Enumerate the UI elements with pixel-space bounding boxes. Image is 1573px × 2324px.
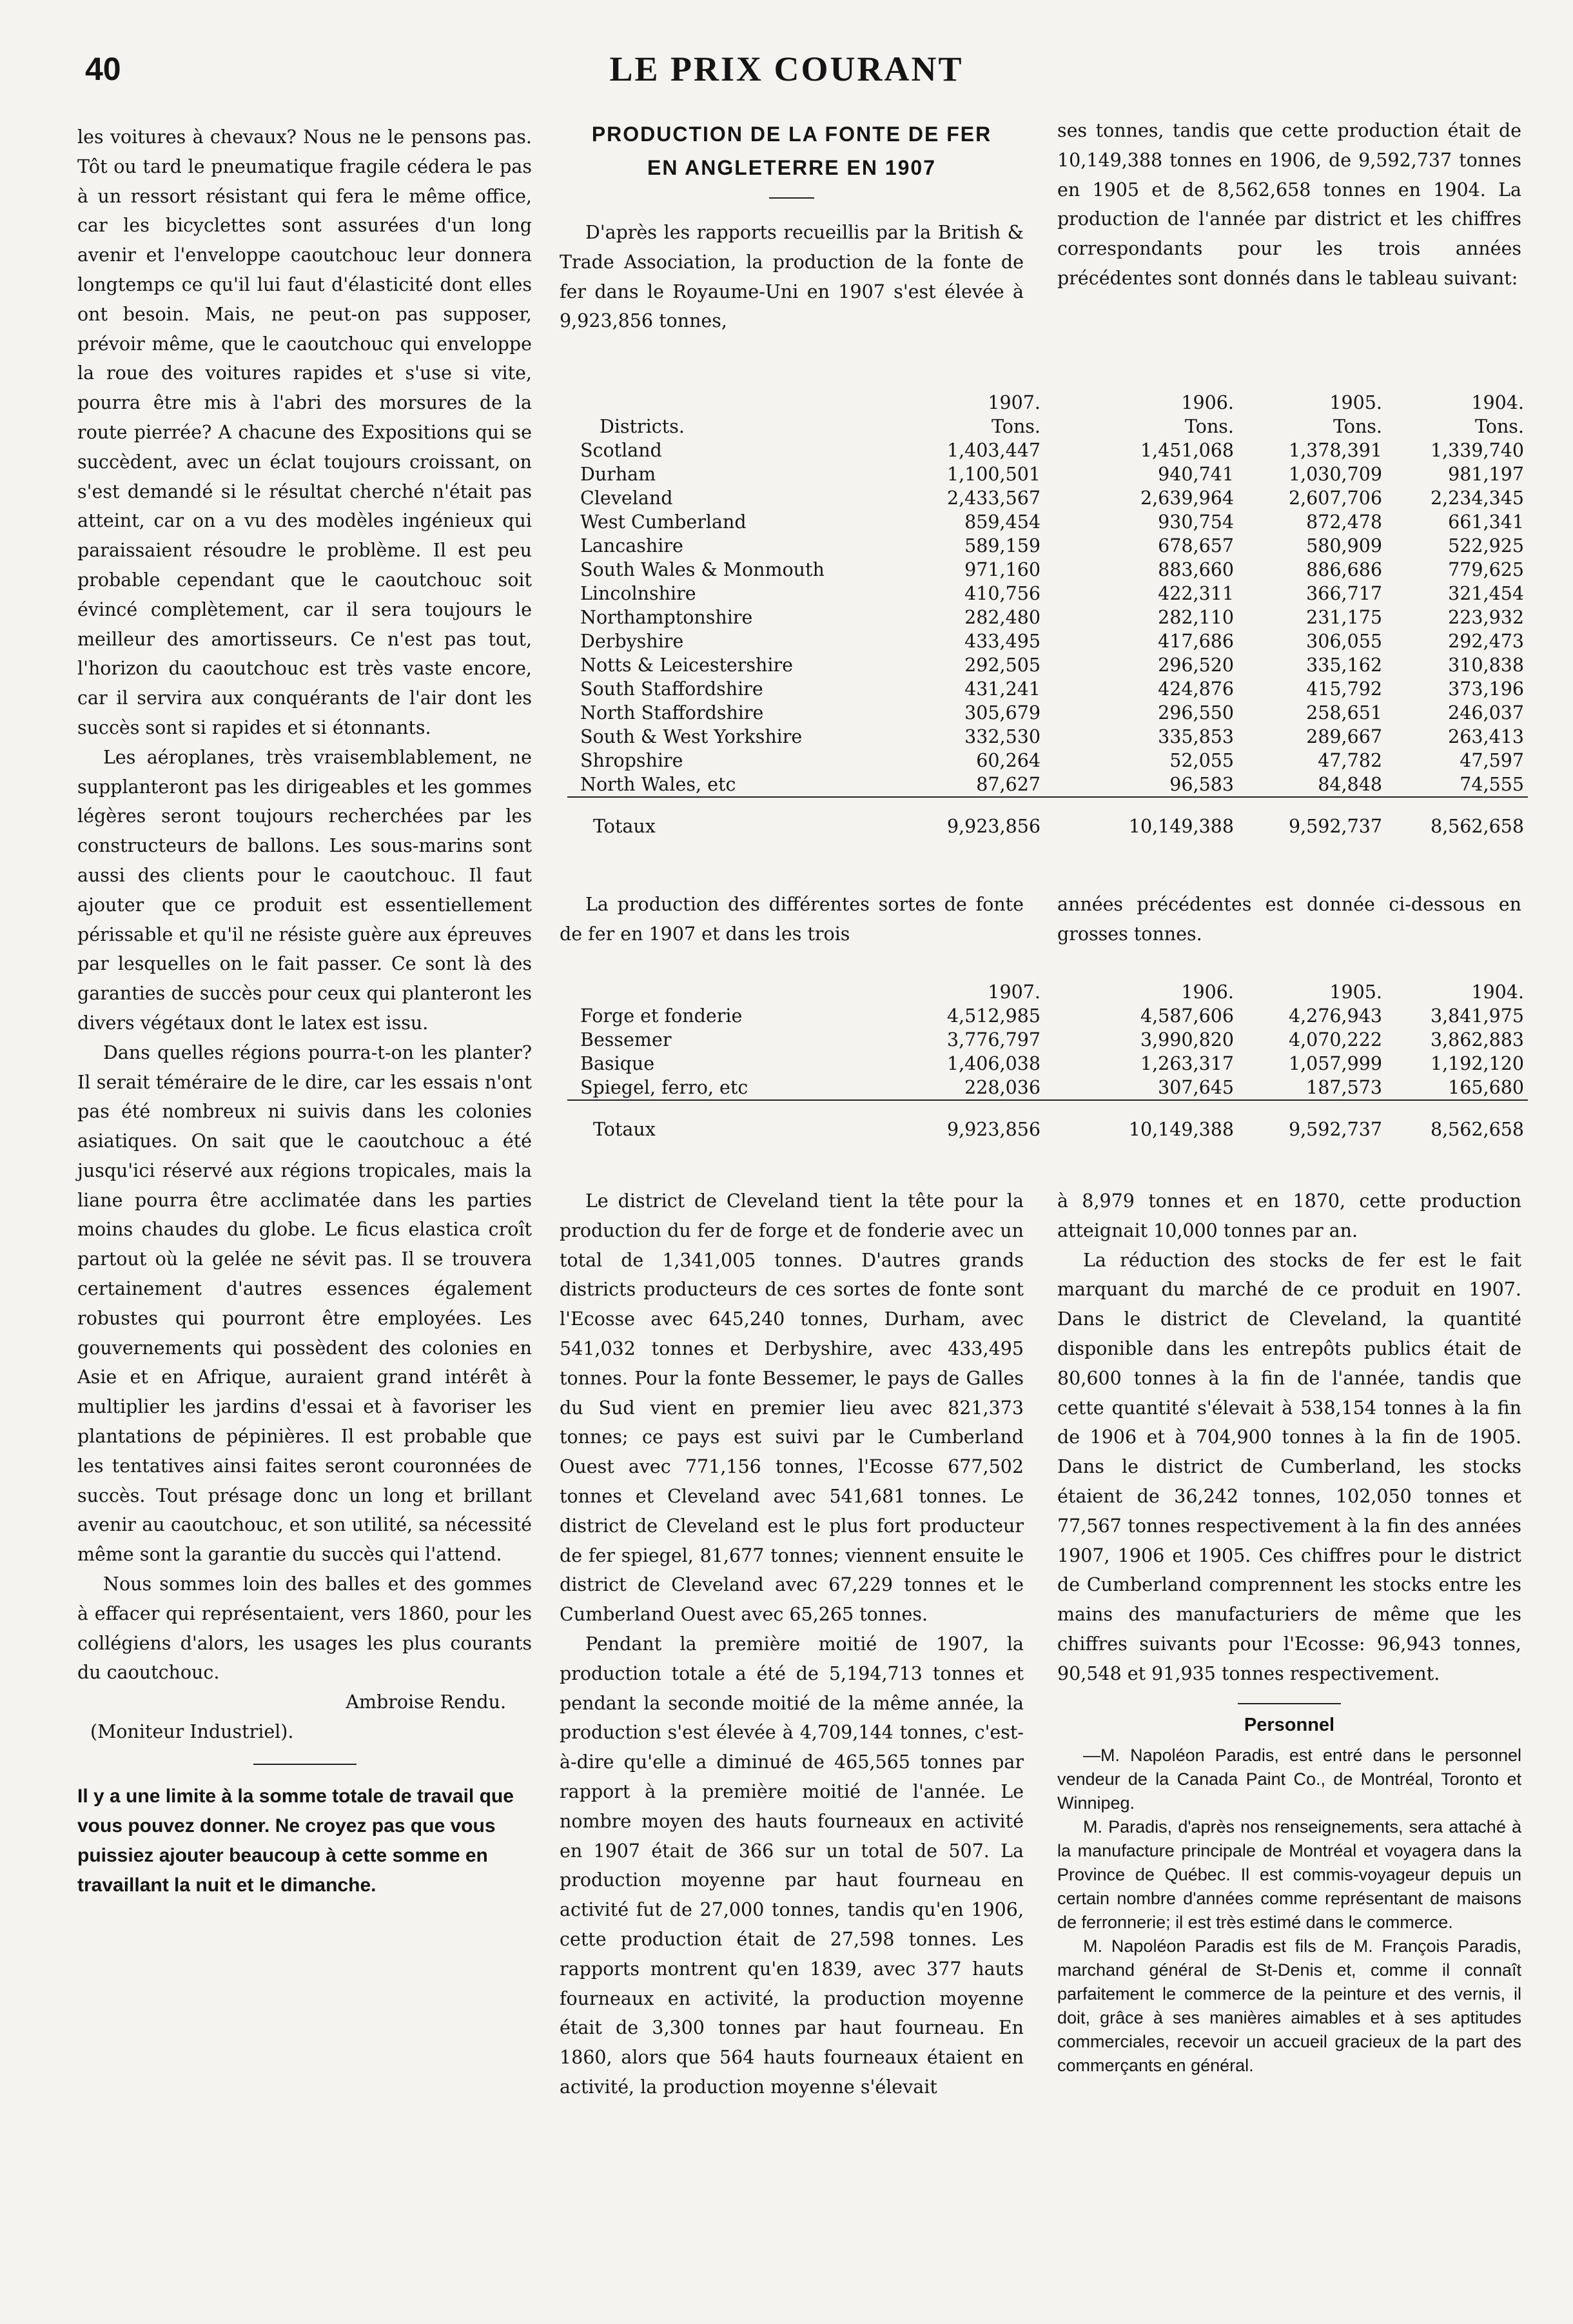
table-cell: 305,679 (964, 702, 1041, 724)
table-cell: 522,925 (1448, 535, 1524, 556)
table-cell: 228,036 (964, 1077, 1041, 1098)
divider (253, 1764, 357, 1765)
table-row (567, 606, 1528, 629)
table-cell: 1,030,709 (1288, 464, 1382, 485)
table-cell: 1,263,317 (1140, 1053, 1234, 1074)
row-label: Forge et fonderie (580, 1005, 743, 1027)
mid-paragraph: La production des différentes sortes de fonte de fer en 1907 et dans les trois (560, 894, 1024, 945)
table-cell: 433,495 (964, 631, 1041, 652)
year-header: 1904. (1471, 392, 1524, 413)
total-label: Totaux (567, 797, 915, 838)
table-cell: 289,667 (1306, 726, 1382, 747)
table-cell: 2,234,345 (1430, 487, 1524, 509)
table-row (567, 438, 1528, 462)
table-cell: 422,311 (1158, 583, 1234, 604)
table-row (567, 749, 1528, 773)
personnel-heading: Personnel (1244, 1714, 1335, 1735)
table-row (567, 462, 1528, 486)
row-label: Bessemer (580, 1029, 672, 1050)
table-cell: 366,717 (1306, 583, 1382, 604)
table-cell: 1,451,068 (1140, 440, 1234, 461)
table-cell: 3,776,797 (946, 1029, 1041, 1050)
article-body-paragraph: Le district de Cleveland tient la tête pour la production du fer de forge et de fonderie avec un total de 1,341,005 tonnes. D'autres grands districts producteurs de ces sortes de fonte sont l'Ecosse avec 645,240 tonnes, Durham, avec 541,032 tonnes et Derbyshire, avec 433,495 tonnes. Pour la fonte Bessemer, le pays de Galles du Sud vient en premier lieu avec 821,373 tonnes; ce pays est suivi par le Cumberland Ouest avec 771,156 tonnes, l'Ecosse 677,502 tonnes et Cleveland avec 541,681 tonnes. Le district de Cleveland est le plus fort producteur de fer spiegel, 81,677 tonnes; viennent ensuite le district de Cleveland avec 67,229 tonnes et le Cumberland Ouest avec 65,265 tonnes. (560, 1190, 1024, 1626)
table-row (567, 534, 1528, 558)
total-cell: 9,592,737 (1238, 1100, 1386, 1141)
personnel-paragraph: M. Paradis, d'après nos renseignements, sera attaché à la manufacture principale de Montréal et voyagera dans la Province de Québec. Il est commis-voyageur depuis un certain nombre d'années comme représentant de maisons de ferronnerie; il est très estimé dans le commerce. (1057, 1817, 1521, 1933)
table-cell: 2,433,567 (946, 487, 1041, 509)
rubber-article-paragraph: Les aéroplanes, très vraisemblablement, ne supplanteront pas les dirigeables et les gommes légères seront toujours recherchées par les constructeurs de ballons. Les sous-marins sont aussi des clients pour le caoutchouc. Il faut ajouter que ce produit est essentiellement périssable et qu'il ne résiste guère aux épreuves par lesquelles on le fait passer. Ce sont là des garanties de succès pour ceux qui planteront les divers végétaux dont le latex est issu. (77, 746, 532, 1034)
article-source: (Moniteur Industriel). (90, 1721, 294, 1743)
table-cell: 47,782 (1318, 750, 1382, 771)
table-cell: 779,625 (1448, 559, 1524, 580)
row-label: Lincolnshire (580, 583, 696, 604)
table-cell: 263,413 (1448, 726, 1524, 747)
closing-note: Il y a une limite à la somme totale de travail que vous pouvez donner. Ne croyez pas que vous puissiez ajouter beaucoup à cette somme en travaillant la nuit et le dimanche. (77, 1785, 514, 1896)
table-cell: 661,341 (1448, 511, 1524, 533)
unit-header: Tons. (1333, 416, 1382, 437)
row-label: Northamptonshire (580, 607, 753, 628)
table-row (567, 629, 1528, 653)
table-cell: 1,378,391 (1288, 440, 1382, 461)
table-cell: 886,686 (1306, 559, 1382, 580)
table-cell: 2,607,706 (1288, 487, 1382, 509)
table-row (567, 558, 1528, 582)
year-header: 1906. (1181, 981, 1234, 1003)
table-cell: 981,197 (1448, 464, 1524, 485)
table-cell: 96,583 (1169, 774, 1234, 795)
article-body-paragraph: Pendant la première moitié de 1907, la production totale a été de 5,194,713 tonnes et pendant la seconde moitié de la même année, la production s'est élevée à 4,709,144 tonnes, c'est-à-dire qu'elle a diminué de 465,565 tonnes par rapport à la première moitié de l'année. Le nombre moyen des hauts fourneaux en activité en 1907 était de 366 sur un total de 507. La production moyenne par haut fourneau en activité fut de 27,000 tonnes, tandis qu'en 1906, cette production était de 27,598 tonnes. Les rapports montrent qu'en 1839, avec 377 hauts fourneaux en activité, la production moyenne était de 3,300 tonnes par haut fourneau. En 1860, alors que 564 hauts fourneaux étaient en activité, la production moyenne s'élevait (560, 1633, 1024, 2098)
unit-header: Tons. (1185, 416, 1234, 437)
table-row (567, 486, 1528, 510)
table-cell: 292,473 (1448, 631, 1524, 652)
table-cell: 971,160 (964, 559, 1041, 580)
row-label: South Wales & Monmouth (580, 559, 825, 580)
table-cell: 415,792 (1306, 678, 1382, 700)
row-label: Notts & Leicestershire (580, 655, 794, 676)
table-row (567, 773, 1528, 797)
row-label: Lancashire (580, 535, 683, 556)
table-cell: 3,862,883 (1430, 1029, 1524, 1050)
table-row (567, 1028, 1528, 1052)
row-label: South & West Yorkshire (580, 726, 803, 747)
table-cell: 424,876 (1158, 678, 1234, 700)
table-cell: 431,241 (964, 678, 1041, 700)
table-cell: 187,573 (1306, 1077, 1382, 1098)
table-cell: 60,264 (976, 750, 1041, 771)
table-row (567, 1004, 1528, 1028)
district-header: Districts. (600, 416, 685, 437)
table-cell: 1,100,501 (946, 464, 1041, 485)
total-cell: 9,923,856 (915, 1100, 1044, 1141)
year-header: 1907. (988, 392, 1041, 413)
table-cell: 883,660 (1158, 559, 1234, 580)
table-row (567, 701, 1528, 725)
table-cell: 165,680 (1448, 1077, 1524, 1098)
mid-paragraph-col2 (560, 890, 1024, 949)
table-row (567, 653, 1528, 677)
row-label: Durham (580, 464, 656, 485)
year-header: 1907. (988, 981, 1041, 1003)
table-cell: 282,480 (964, 607, 1041, 628)
production-by-district-table (567, 391, 1528, 838)
table-cell: 47,597 (1460, 750, 1524, 771)
article-intro-continued: ses tonnes, tandis que cette production était de 10,149,388 tonnes en 1906, de 9,592,737 tonnes en 1905 et de 8,562,658 tonnes en 1904. La production de l'année par district et les chiffres correspondants pour les trois années précédentes sont donnés dans le tableau suivant: (1057, 120, 1521, 289)
table-cell: 296,520 (1158, 655, 1234, 676)
table-cell: 1,339,740 (1430, 440, 1524, 461)
left-column (77, 123, 532, 1900)
table-cell: 335,853 (1158, 726, 1234, 747)
row-label: Derbyshire (580, 631, 684, 652)
row-label: North Staffordshire (580, 702, 764, 724)
table-cell: 310,838 (1448, 655, 1524, 676)
table-cell: 335,162 (1306, 655, 1382, 676)
total-cell: 8,562,658 (1386, 1100, 1528, 1141)
right-column-bottom (1057, 1187, 1521, 2078)
total-cell: 9,923,856 (915, 797, 1044, 838)
rubber-article-paragraph: les voitures à chevaux? Nous ne le pensons pas. Tôt ou tard le pneumatique fragile cédera le pas à un ressort résistant qui fera le même office, car les bicyclettes sont assurées d'un long avenir et l'enveloppe caoutchouc leur donnera longtemps ce qu'il lui faut d'élasticité dont elles ont besoin. Mais, ne peut-on pas supposer, prévoir même, que le caoutchouc qui enveloppe la roue des voitures rapides et s'use si vite, pourra être mis à l'abri des morsures de la route pierrée? A chacune des Expositions qui se succèdent, avec un éclat toujours croissant, on s'est demandé si le résultat cherché n'était pas atteint, car on a vu des modèles ingénieux qui paraissaient résoudre le problème. Il est peu probable cependant que le caoutchouc soit évincé complètement, car il sera toujours le meilleur des amortisseurs. Ce n'est pas tout, l'horizon du caoutchouc est très vaste encore, car il servira aux conquérants de l'air dont les succès sont si rapides et si étonnants. (77, 126, 532, 738)
table-cell: 321,454 (1448, 583, 1524, 604)
row-label: Shropshire (580, 750, 683, 771)
personnel-section (1057, 1744, 1521, 2078)
table-cell: 417,686 (1158, 631, 1234, 652)
table-cell: 373,196 (1448, 678, 1524, 700)
table-cell: 292,505 (964, 655, 1041, 676)
table-cell: 282,110 (1158, 607, 1234, 628)
table-row (567, 582, 1528, 606)
row-label: Cleveland (580, 487, 673, 509)
total-cell: 10,149,388 (1044, 1100, 1238, 1141)
table-cell: 3,841,975 (1430, 1005, 1524, 1027)
table-cell: 223,932 (1448, 607, 1524, 628)
table-cell: 258,651 (1306, 702, 1382, 724)
right-column-top (1057, 116, 1521, 293)
table-cell: 4,587,606 (1140, 1005, 1234, 1027)
row-label: Scotland (580, 440, 662, 461)
table-cell: 678,657 (1158, 535, 1234, 556)
rubber-article-paragraph: Dans quelles régions pourra-t-on les planter? Il serait téméraire de le dire, car les essais n'ont pas été nombreux ni suivis dans les colonies asiatiques. On sait que le caoutchouc a été jusqu'ici réservé aux régions tropicales, mais la liane pourra être acclimatée dans les parties moins chaudes du globe. Le ficus elastica croît partout où la gelée ne sévit pas. Il se trouvera certainement d'autres essences également robustes qui pourront être employées. Les gouvernements qui possèdent des colonies en Asie et en Afrique, auraient grand intérêt à multiplier les jardins d'essai et à favoriser les plantations de pépinières. Il est probable que les tentatives ainsi faites seront couronnées de succès. Tout présage donc un long et brillant avenir au caoutchouc, et son utilité, sa nécessité même sont la garantie du succès qui l'attend. (77, 1041, 532, 1566)
unit-header: Tons. (1475, 416, 1524, 437)
center-column-bottom (560, 1187, 1024, 2102)
table-cell: 246,037 (1448, 702, 1524, 724)
center-column-top (560, 117, 1024, 336)
article-body-paragraph: La réduction des stocks de fer est le fait marquant du marché de ce produit en 1907. Dans le district de Cleveland, la quantité disponible dans les entrepôts publics était de 80,600 tonnes à la fin de l'année, tandis que cette quantité s'élevait à 538,154 tonnes à la fin de 1906 et à 704,900 tonnes à la fin de 1905. Dans le district de Cumberland, les stocks étaient de 36,242 tonnes, 102,050 tonnes et 77,567 tonnes respectivement à la fin des années 1907, 1906 et 1905. Ces chiffres pour le district de Cumberland comprennent les stocks entre les mains des manufacturiers de même que les chiffres suivants pour l'Ecosse: 96,943 tonnes, 90,548 et 91,935 tonnes respectivement. (1057, 1249, 1521, 1684)
mid-paragraph-continued: années précédentes est donnée ci-dessous en grosses tonnes. (1057, 894, 1521, 945)
article-intro: D'après les rapports recueillis par la British & Trade Association, la production de la fonte de fer dans le Royaume-Uni en 1907 s'est élevée à 9,923,856 tonnes, (560, 222, 1024, 332)
table-row (567, 725, 1528, 749)
table-cell: 74,555 (1460, 774, 1524, 795)
table-cell: 940,741 (1158, 464, 1234, 485)
article-title-line1: PRODUCTION DE LA FONTE DE FER (591, 123, 992, 146)
production-by-type-table (567, 980, 1528, 1141)
total-cell: 8,562,658 (1386, 797, 1528, 838)
table-cell: 410,756 (964, 583, 1041, 604)
total-cell: 9,592,737 (1238, 797, 1386, 838)
article-body-paragraph: à 8,979 tonnes et en 1870, cette production atteignait 10,000 tonnes par an. (1057, 1190, 1521, 1241)
year-header: 1905. (1329, 981, 1382, 1003)
year-header: 1905. (1329, 392, 1382, 413)
table-cell: 589,159 (964, 535, 1041, 556)
total-label: Totaux (567, 1100, 915, 1141)
table-cell: 84,848 (1318, 774, 1382, 795)
year-header: 1904. (1471, 981, 1524, 1003)
rubber-article-paragraph: Nous sommes loin des balles et des gommes à effacer qui représentaient, vers 1860, pour les collégiens d'alors, les usages les plus courants du caoutchouc. (77, 1573, 532, 1684)
table-row (567, 1052, 1528, 1076)
table-cell: 307,645 (1158, 1077, 1234, 1098)
table-cell: 332,530 (964, 726, 1041, 747)
table-cell: 4,512,985 (946, 1005, 1041, 1027)
row-label: Basique (580, 1053, 655, 1074)
row-label: North Wales, etc (580, 774, 736, 795)
row-label: Spiegel, ferro, etc (580, 1077, 748, 1098)
table-cell: 4,276,943 (1288, 1005, 1382, 1027)
divider (769, 197, 814, 199)
journal-title: LE PRIX COURANT (609, 50, 964, 88)
table-cell: 87,627 (976, 774, 1041, 795)
table-cell: 859,454 (964, 511, 1041, 533)
table-cell: 4,070,222 (1288, 1029, 1382, 1050)
article-title-line2: EN ANGLETERRE EN 1907 (647, 156, 937, 179)
personnel-paragraph: —M. Napoléon Paradis, est entré dans le personnel vendeur de la Canada Paint Co., de Montréal, Toronto et Winnipeg. (1057, 1746, 1521, 1813)
table-cell: 872,478 (1306, 511, 1382, 533)
row-label: South Staffordshire (580, 678, 763, 700)
table-row (567, 510, 1528, 534)
author-signature: Ambroise Rendu. (346, 1691, 506, 1713)
year-header: 1906. (1181, 392, 1234, 413)
table-cell: 3,990,820 (1140, 1029, 1234, 1050)
table-cell: 306,055 (1306, 631, 1382, 652)
unit-header: Tons. (992, 416, 1041, 437)
table-row (567, 677, 1528, 701)
table-cell: 1,403,447 (946, 440, 1041, 461)
total-cell: 10,149,388 (1044, 797, 1238, 838)
row-label: West Cumberland (580, 511, 747, 533)
divider (1238, 1703, 1341, 1704)
table-cell: 52,055 (1169, 750, 1234, 771)
table-cell: 296,550 (1158, 702, 1234, 724)
table-cell: 1,406,038 (946, 1053, 1041, 1074)
table-cell: 231,175 (1306, 607, 1382, 628)
table-row (567, 1076, 1528, 1100)
page-number: 40 (85, 51, 121, 87)
mid-paragraph-col3 (1057, 890, 1521, 949)
table-cell: 1,057,999 (1288, 1053, 1382, 1074)
table-cell: 930,754 (1158, 511, 1234, 533)
table-cell: 2,639,964 (1140, 487, 1234, 509)
table-cell: 580,909 (1306, 535, 1382, 556)
table-cell: 1,192,120 (1430, 1053, 1524, 1074)
personnel-paragraph: M. Napoléon Paradis est fils de M. François Paradis, marchand général de St-Denis et, comme il connaît parfaitement le commerce de la peinture et des vernis, il doit, grâce à ses manières aimables et à ses aptitudes commerciales, recevoir un accueil gracieux de la part des commerçants en général. (1057, 1936, 1521, 2076)
